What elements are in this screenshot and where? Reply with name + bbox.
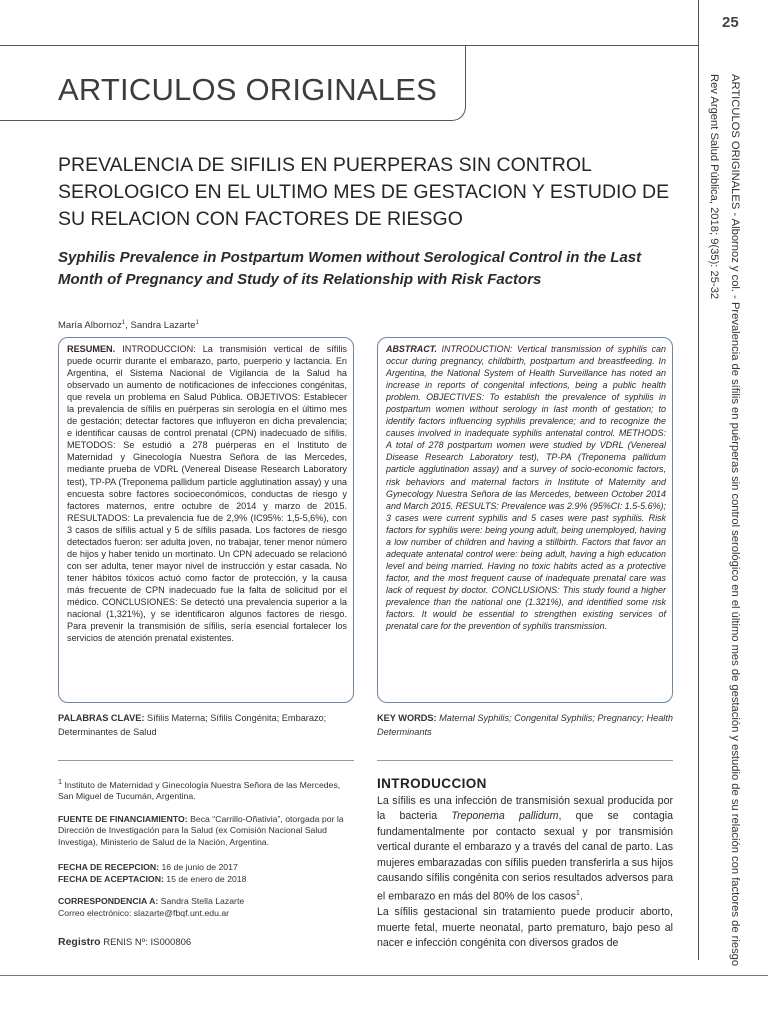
article-subtitle: Syphilis Prevalence in Postpartum Women without Serological Control in the Last Month of Pregnancy and Study of its Relationship with Risk Factors	[58, 249, 642, 288]
author-name: Sandra Lazarte	[130, 320, 196, 332]
article-title: PREVALENCIA DE SIFILIS EN PUERPERAS SIN CONTROL SEROLOGICO EN EL ULTIMO MES DE GESTACION Y ESTUDIO DE SU RELACION CON FACTORES DE RIESGO	[58, 154, 670, 230]
keywords-spanish	[58, 711, 354, 739]
author-separator: ,	[125, 320, 131, 332]
affiliation-text: Instituto de Maternidad y Ginecología Nuestra Señora de las Mercedes, San Miguel de Tucumán, Argentina.	[58, 779, 341, 802]
abstract-label: ABSTRACT.	[386, 344, 437, 354]
abstract-english	[377, 337, 673, 703]
intro-text: , que se contagia fundamentalmente por contacto sexual y por transmisión vertical durante el embarazo y a través del canal de parto. Las mujeres embarazadas con sífilis pueden transferirla a sus hijos causando sífilis congénita con serios resultados adversos para el embarazo en más del 80% de los casos	[377, 810, 673, 903]
correspondence	[58, 896, 354, 907]
section-title: ARTICULOS ORIGINALES	[58, 72, 437, 107]
keywords-text: Maternal Syphilis; Congenital Syphilis; Pregnancy; Health Determinants	[377, 713, 674, 737]
keywords-english	[377, 711, 673, 739]
page-number: 25	[722, 14, 739, 31]
author-name: María Albornoz	[58, 320, 122, 332]
citation-mark: 1	[576, 890, 580, 898]
footer-rule	[0, 975, 768, 976]
abstract-text: INTRODUCTION: Vertical transmission of syphilis can occur during pregnancy, childbirth, postpartum and breastfeeding. In Argentina, the National System of Health Surveillance has noted an increase in reports of congenital infections, being a public health problem. OBJECTIVES: To establish the prevalence of syphilis in postpartum women without serology in last month of gestation; to identify factors influencing syphilis prevalence; and to recognize the causes involved in inadequate syphilis antenatal control. METHODS: A total of 278 postpartum women were studied by VDRL (Venereal Disease Research Laboratory test), TP-PA (Treponema pallidum particle agglutination assay) and a survey of socio-economic factors, risk behaviors and maternal factors in Institute of Maternity and Gynecology Nuestra Señora de las Mercedes, between October 2014 and March 2015. RESULTS: Prevalence was 2.9% (95%CI: 1.5-5.6%); 3 cases were current syphilis and 5 cases were past syphilis. Risk factors for syphilis were: being young adult, being unemployed, having a low number of children and having a stillbirth. Factors that favor an adequate antenatal control were: being adult, having a high education level and being married. Having no toxic habits acted as a protective factor, and the most frequent cause of inadequate prenatal care was lack of request by doctor. CONCLUSIONS: This study found a higher prevalence than the national one (1.321%), and identified some risk factors. It would be essential to strengthen existing services of prenatal care for the prevention of syphilis transmission.	[386, 344, 666, 632]
introduction-heading: INTRODUCCION	[377, 776, 487, 791]
renis-number: RENIS Nº: IS000806	[100, 937, 192, 948]
affiliation-mark: 1	[58, 777, 63, 786]
divider	[377, 760, 673, 761]
intro-paragraph-2: La sífilis gestacional sin tratamiento puede producir aborto, muerte fetal, muerte neonatal, parto prematuro, bajo peso al nacer e infección congénita con diversos grados de	[377, 906, 673, 950]
accepted-value: 15 de enero de 2018	[163, 874, 247, 884]
intro-text: La sífilis es una infección de transmisión sexual producida por la bacteria	[377, 795, 673, 823]
abstract-text: INTRODUCCION: La transmisión vertical de sífilis puede ocurrir durante el embarazo, parto, puerperio y lactancia. En Argentina, el Sistema Nacional de Vigilancia de la Salud ha observado un aumento de notificaciones de infecciones congénitas, que revela un problema en Salud Pública. OBJETIVOS: Establecer la prevalencia de sífilis en puérperas sin serología en el último mes de gestación; detectar factores que influyeron en dicha prevalencia; e identificar causas de control prenatal (CPN) inadecuado de sífilis. METODOS: Se estudió a 278 puérperas en el Instituto de Maternidad y Ginecología Nuestra Señora de las Mercedes, mediante prueba de VDRL (Venereal Disease Research Laboratory test), TP-PA (Treponema pallidum particle agglutination assay) y una encuesta sobre factores socioeconómicos, conductas de riesgo y factores maternos, entre octubre de 2014 y marzo de 2015. RESULTADOS: La prevalencia fue de 2,9% (IC95%: 1,5-5,6%), con 3 casos de sífilis actual y 5 de sífilis pasada. Los factores de riesgo detectados fueron: ser adulta joven, no trabajar, tener menor número de hijos y haber tenido un mortinato. Un CPN adecuado se relacionó con ser adulta, tener mayor nivel de instrucción y estar casada. No tener hábitos tóxicos actuó como factor de protección, y la causa más frecuente de CPN inadecuado fue la falta de solicitud por el médico. CONCLUSIONES: Se detectó una prevalencia superior a la nacional (1,321%), y se identificaron algunos factores de riesgo. Para prevenir la transmisión de sífilis, sería esencial fortalecer los servicios de atención prenatal existentes.	[67, 344, 347, 644]
keywords-text: Sífilis Materna; Sífilis Congénita; Embarazo; Determinantes de Salud	[58, 713, 327, 737]
running-title-line1: ARTICULOS ORIGINALES - Albornoz y col. - Prevalencia de sífilis en puérperas sin control serológico en el último mes de gestación y estudio de su relación con factores de riesgo	[729, 74, 741, 967]
funding-footnote	[58, 814, 354, 848]
divider	[58, 760, 354, 761]
abstract-spanish	[58, 337, 354, 703]
funding-label: FUENTE DE FINANCIAMIENTO:	[58, 814, 188, 824]
received-date	[58, 862, 354, 873]
authors	[58, 320, 199, 331]
keywords-label: KEY WORDS:	[377, 713, 437, 723]
keywords-label: PALABRAS CLAVE:	[58, 713, 145, 723]
margin-rule	[698, 0, 699, 960]
accepted-date	[58, 874, 354, 885]
affiliation-footnote	[58, 776, 354, 803]
received-label: FECHA DE RECEPCION:	[58, 862, 160, 872]
correspondence-name: Sandra Stella Lazarte	[158, 896, 245, 906]
received-value: 16 de junio de 2017	[159, 862, 238, 872]
running-title-citation: Rev Argent Salud Pública, 2018; 9(35): 25-32	[708, 74, 720, 300]
renis-registry	[58, 936, 191, 948]
accepted-label: FECHA DE ACEPTACION:	[58, 874, 164, 884]
author-affiliation-mark: 1	[195, 320, 199, 326]
correspondence-email: Correo electrónico: slazarte@fbqf.unt.edu.ar	[58, 908, 230, 918]
intro-text: .	[579, 890, 583, 903]
running-title	[705, 74, 745, 967]
funding-text: Beca “Carrillo-Oñativia”, otorgada por la Dirección de Investigación para la Salud (ex Comisión Nacional Salud Investiga), Ministerio de Salud de la Nación, Argentina.	[58, 814, 344, 847]
renis-label: Registro	[58, 936, 101, 948]
author-affiliation-mark: 1	[121, 320, 126, 326]
introduction-body	[377, 794, 673, 952]
abstract-label: RESUMEN.	[67, 344, 116, 354]
correspondence-label: CORRESPONDENCIA A:	[58, 896, 159, 906]
intro-species: Treponema pallidum	[451, 810, 559, 823]
